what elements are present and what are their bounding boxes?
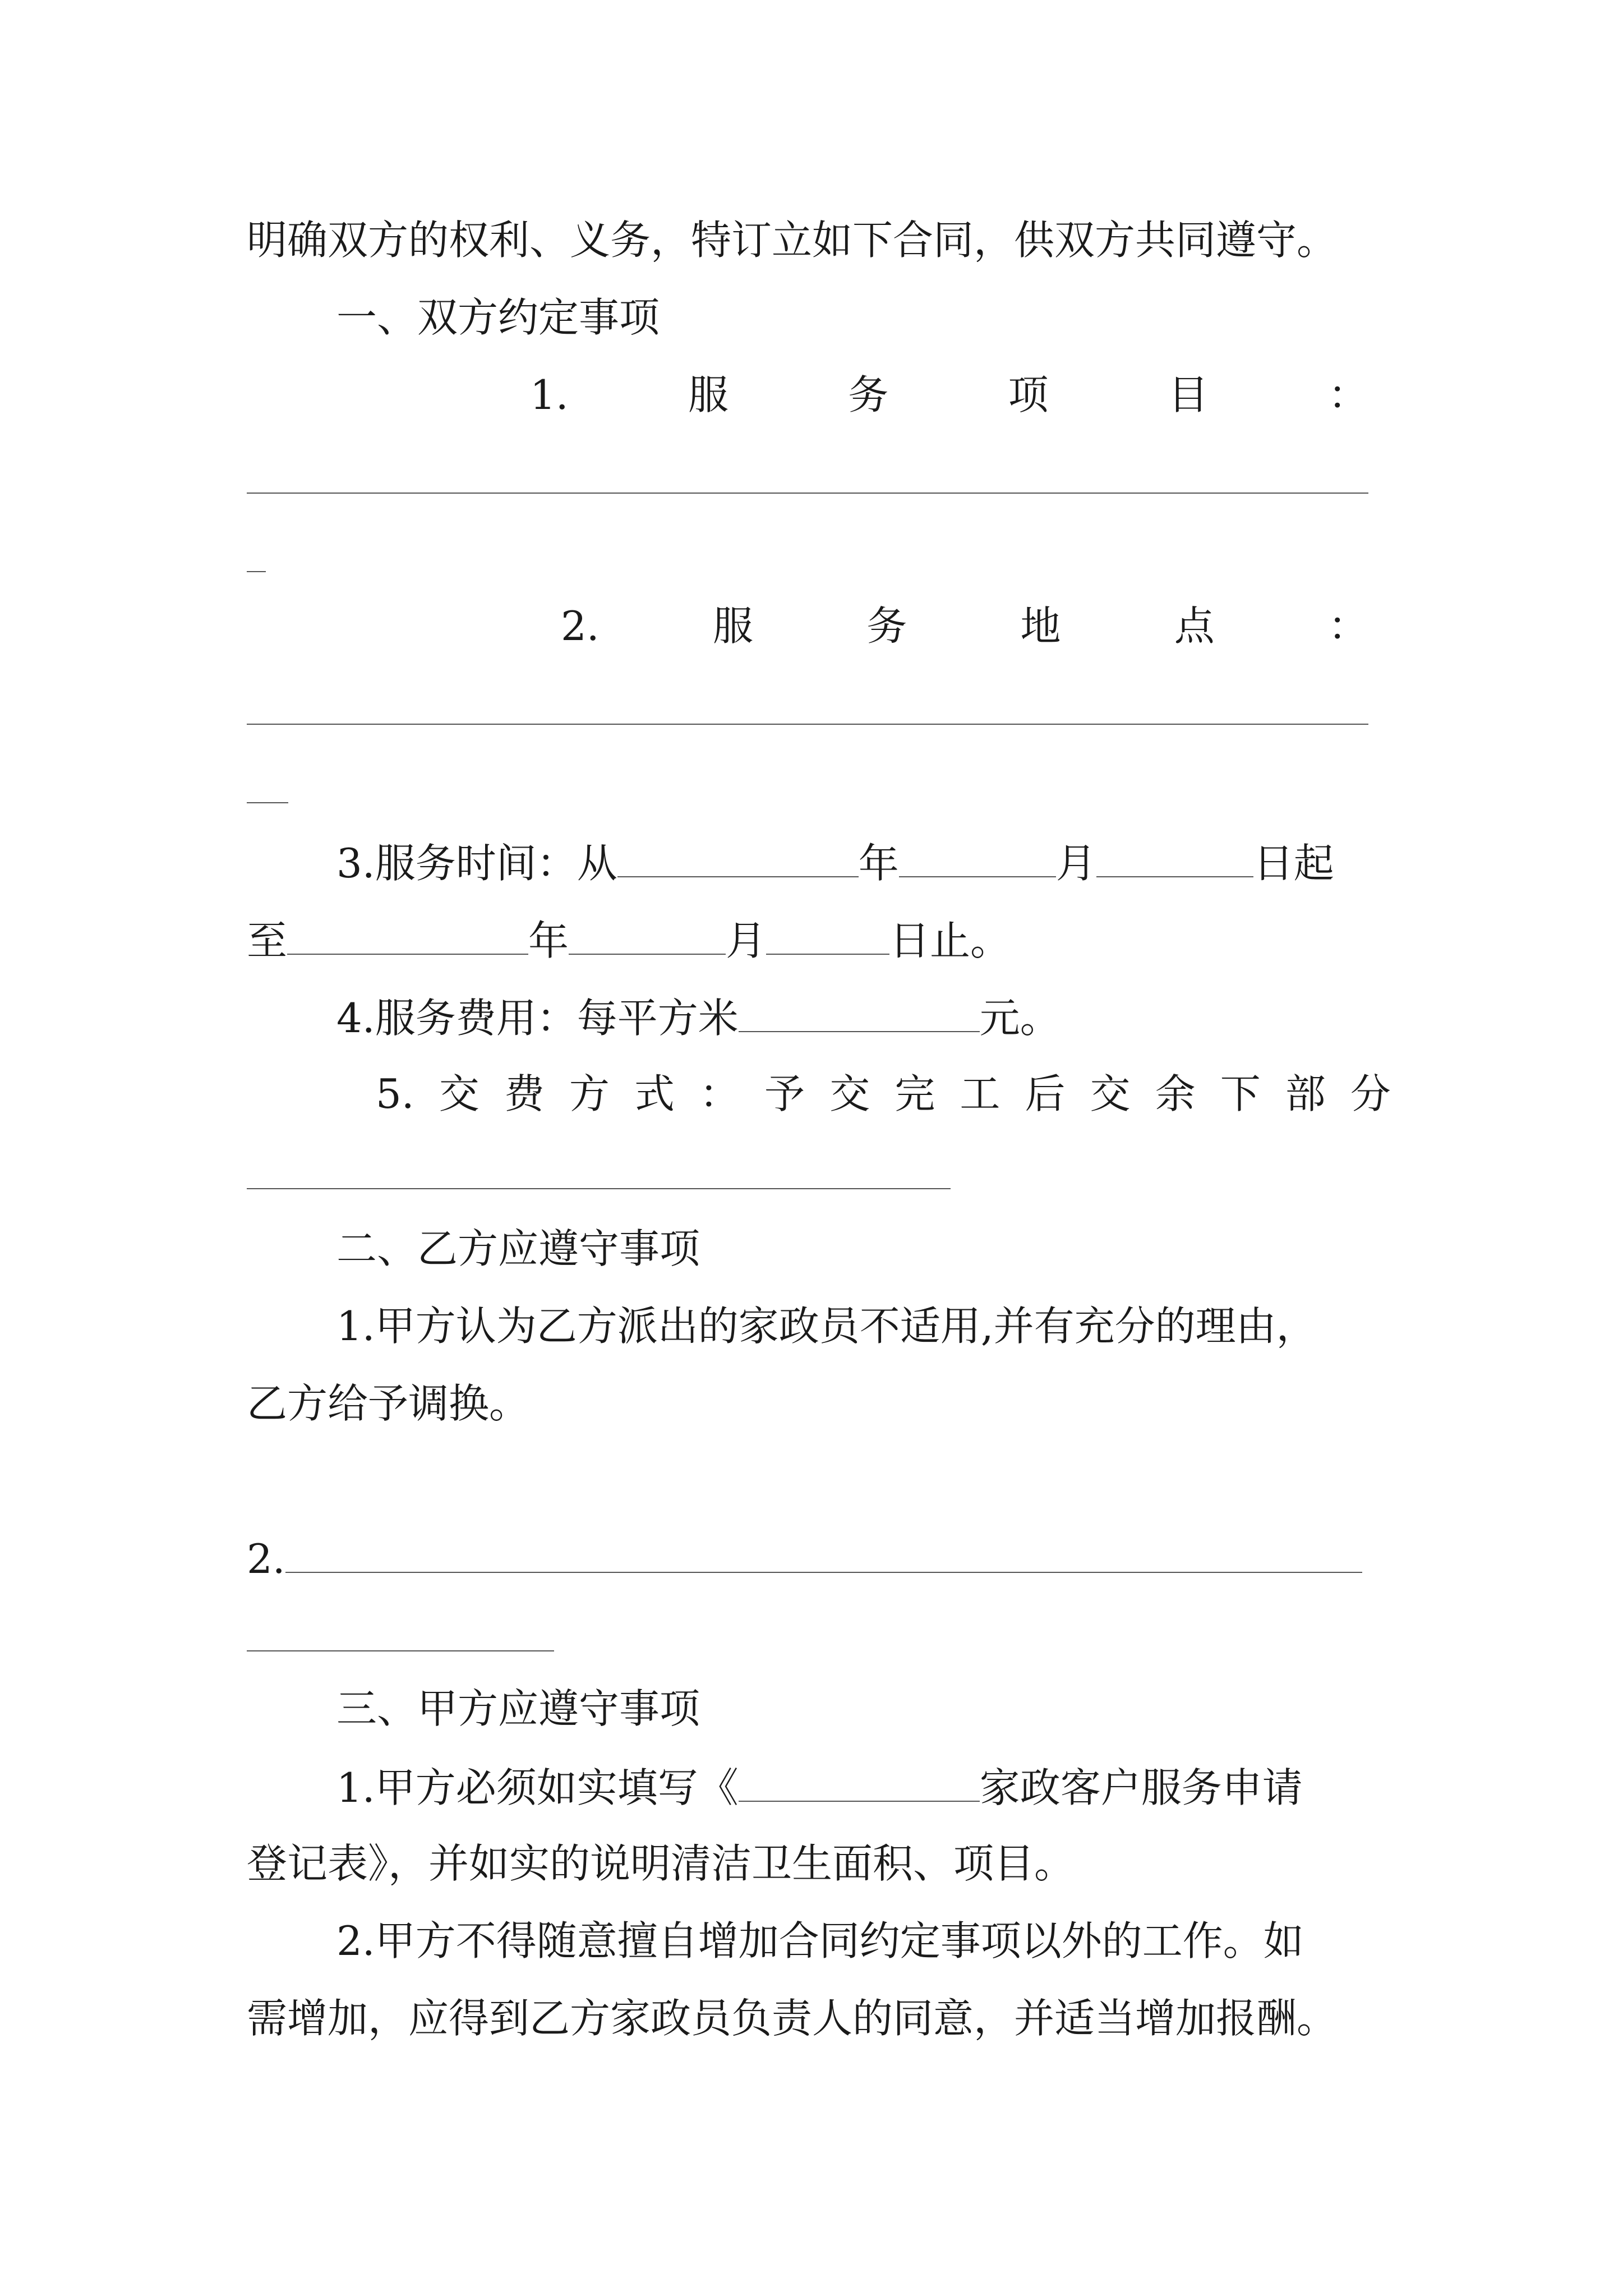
year-label: 年	[858, 840, 899, 887]
end-day-blank	[766, 919, 889, 955]
item-5-char: 部	[1285, 1070, 1326, 1117]
item-5-char: 式	[634, 1070, 675, 1117]
item-1-char: 项	[1008, 371, 1049, 418]
item-3-service-time	[336, 840, 1334, 887]
item-5-char: 分	[1350, 1070, 1391, 1117]
item-1-char: 服	[688, 371, 728, 418]
item-2-service-location	[561, 602, 1368, 650]
item-1-char: 务	[848, 371, 889, 418]
fee-unit: 元。	[979, 995, 1061, 1042]
item-1-blank-tail	[247, 571, 266, 572]
to-label: 至	[247, 917, 288, 964]
item-5-char: ：	[699, 1070, 740, 1117]
section-3-item-1-line-1	[336, 1764, 1303, 1811]
item-3-label: 3.服务时间：从	[336, 840, 617, 887]
section-2-item-2	[247, 1535, 1362, 1582]
year-label: 年	[528, 917, 569, 964]
item-5-char: 予	[764, 1070, 805, 1117]
item-4-service-fee	[336, 995, 1061, 1042]
item-2-char: ：	[1327, 602, 1368, 650]
end-year-blank	[287, 919, 528, 955]
item-5-char: 余	[1155, 1070, 1196, 1117]
item-5-char: 方	[569, 1070, 610, 1117]
section-3-item-2-line-2: 需增加，应得到乙方家政员负责人的同意，并适当增加报酬。	[247, 1995, 1338, 2042]
item-2-blank-line	[247, 724, 1368, 725]
section-2-item-1-line-1: 1.甲方认为乙方派出的家政员不适用,并有充分的理由，	[336, 1303, 1317, 1350]
month-label: 月	[726, 917, 767, 964]
day-start-label: 日起	[1253, 840, 1334, 887]
day-end-label: 日止。	[889, 917, 1011, 964]
item-2-char: 务	[866, 602, 907, 650]
item-5-blank-line	[247, 1188, 951, 1189]
section-3-item-1-prefix: 1.甲方必须如实填写《	[336, 1764, 739, 1811]
item-5-char: 费	[504, 1070, 545, 1117]
intro-line: 明确双方的权利、义务，特订立如下合同，供双方共同遵守。	[247, 217, 1338, 264]
company-name-blank	[739, 1766, 980, 1802]
section-2-heading: 二、乙方应遵守事项	[336, 1225, 700, 1272]
item-2-blank-tail	[247, 802, 288, 803]
item-5-char: 5.	[376, 1070, 414, 1117]
section-3-item-1-line-2: 登记表》，并如实的说明清洁卫生面积、项目。	[247, 1840, 1075, 1887]
month-label: 月	[1055, 840, 1096, 887]
section-1-heading: 一、双方约定事项	[336, 294, 660, 341]
item-5-char: 交	[439, 1070, 479, 1117]
item-2-char: 服	[712, 602, 753, 650]
item-1-char: 1.	[530, 371, 569, 418]
start-year-blank	[617, 841, 859, 877]
item-1-service-items	[530, 371, 1368, 418]
item-2-char: 地	[1020, 602, 1061, 650]
item-5-char: 下	[1220, 1070, 1261, 1117]
item-1-char: 目	[1168, 371, 1209, 418]
item-5-char: 工	[960, 1070, 1000, 1117]
start-day-blank	[1096, 841, 1253, 877]
section-3-heading: 三、甲方应遵守事项	[336, 1685, 700, 1732]
item-2-char: 点	[1174, 602, 1215, 650]
item-5-char: 交	[829, 1070, 870, 1117]
section-2-item-1-line-2: 乙方给予调换。	[247, 1380, 530, 1427]
section-2-item-2-label: 2.	[247, 1535, 285, 1582]
item-2-char: 2.	[561, 602, 600, 650]
item-5-char: 后	[1025, 1070, 1066, 1117]
item-5-char: 完	[895, 1070, 935, 1117]
item-3-service-time-end	[247, 917, 1011, 964]
item-5-char: 交	[1090, 1070, 1131, 1117]
fee-blank	[739, 996, 980, 1032]
item-4-label: 4.服务费用：每平方米	[336, 995, 739, 1042]
item-1-char: ：	[1327, 371, 1368, 418]
item-5-payment-method	[376, 1070, 1391, 1117]
start-month-blank	[899, 841, 1056, 877]
section-2-item-2-blank-tail	[247, 1650, 554, 1651]
section-2-item-2-blank	[285, 1537, 1362, 1573]
end-month-blank	[569, 919, 726, 955]
section-3-item-1-suffix: 家政客户服务申请	[979, 1764, 1303, 1811]
section-3-item-2-line-1: 2.甲方不得随意擅自增加合同约定事项以外的工作。如	[336, 1917, 1304, 1964]
item-1-blank-line	[247, 493, 1368, 494]
